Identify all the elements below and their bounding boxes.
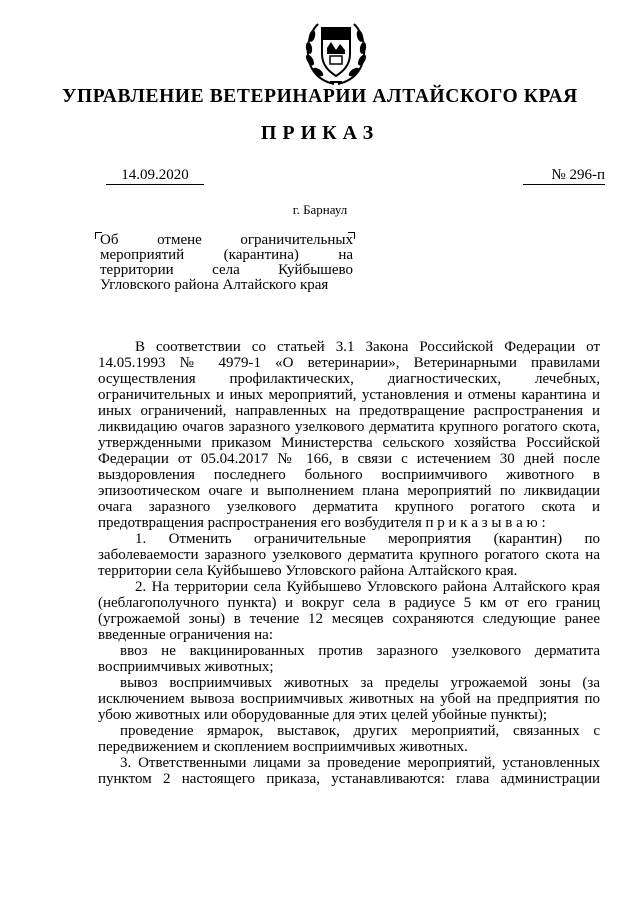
restriction-export-item: вывоз восприимчивых животных за пределы угрожаемой зоны (за исключением вывоза восприимчивых животных на убой на предприятия по убою животных или оборудованные для этих целей убойные пункты);: [98, 675, 600, 723]
document-number: № 296-п: [523, 167, 605, 185]
document-type: ПРИКАЗ: [260, 122, 380, 144]
organization-name: УПРАВЛЕНИЕ ВЕТЕРИНАРИИ АЛТАЙСКОГО КРАЯ: [62, 86, 578, 107]
issue-city: г. Барнаул: [292, 202, 348, 217]
clause-3-paragraph: 3. Ответственными лицами за проведение мероприятий, установленных пунктом 2 настоящего приказа, устанавливаются: глава администрации: [98, 755, 600, 787]
clause-1-paragraph: 1. Отменить ограничительные мероприятия (карантин) по заболеваемости заразного узелкового дерматита крупного рогатого скота на территории села Куйбышево Угловского района Алтайского края.: [98, 531, 600, 579]
clause-2-paragraph: 2. На территории села Куйбышево Угловского района Алтайского края (неблагополучного пункта) и вокруг села в радиусе 5 км от его границ (угрожаемой зоны) в течение 12 месяцев сохраняются следующие ранее введенные ограничения на:: [98, 579, 600, 643]
coat-of-arms-icon: [300, 16, 372, 90]
restriction-import-item: ввоз не вакцинированных против заразного узелкового дерматита восприимчивых животных;: [98, 643, 600, 675]
document-subject: Об отмене ограничительных мероприятий (карантина) на территории села Куйбышево Угловского района Алтайского края: [100, 232, 353, 293]
restriction-events-item: проведение ярмарок, выставок, других мероприятий, связанных с передвижением и скоплением восприимчивых животных.: [98, 723, 600, 755]
preamble-paragraph: В соответствии со статьей 3.1 Закона Российской Федерации от 14.05.1993 № 4979-1 «О ветеринарии», Ветеринарными правилами осуществления профилактических, диагностических, лечебных, ограничительных и иных мероприятий, установления и отмены карантина и иных ограничений, направленных на предотвращение распространения и ликвидацию очагов заразного узелкового дерматита крупного рогатого скота, утвержденными приказом Министерства сельского хозяйства Российской Федерации от 05.04.2017 № 166, в связи с истечением 30 дней после выздоровления последнего больного восприимчивого животного в эпизоотическом очаге и выполнением плана мероприятий по ликвидации очага заразного узелкового дерматита крупного рогатого скота и предотвращения распространения его возбудителя п р и к а з ы в а ю :: [98, 339, 600, 531]
document-date: 14.09.2020: [106, 167, 204, 185]
document-body: [98, 339, 600, 787]
